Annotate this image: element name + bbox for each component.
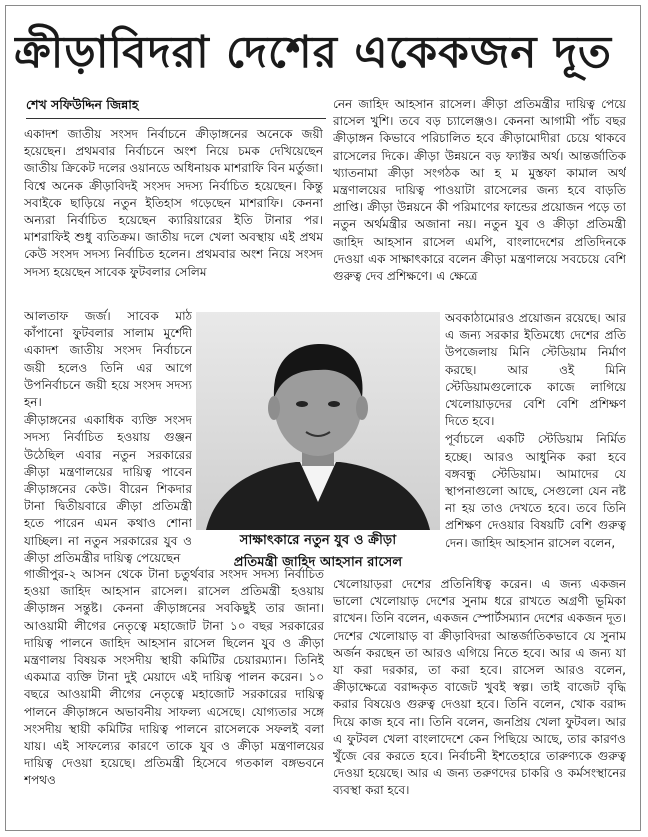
paragraph: পূর্বাচলে একটি স্টেডিয়াম নির্মিত হচ্ছে। আরও আধুনিক করা হবে বঙ্গবন্ধু স্টেডিয়াম। আমাদের যে স্থাপনাগুলো আছে, সেগুলো যেন নষ্ট না হয় তাও দেখতে হবে। তবে তিনি প্রশিক্ষণ দেওয়ার বিষয়টি বেশি গুরুত্ব দেন। জাহিদ আহসান রাসেল বলেন, — [445, 432, 626, 550]
right-column-narrow — [445, 310, 626, 576]
paragraph: আলতাফ জর্জ। সাবেক মাঠ কাঁপানো ফুটবলার সালাম মুর্শেদী একাদশ জাতীয় সংসদ নির্বাচনে জয়ী হলেও তিনি এর আগে উপনির্বাচনে জয়ী হয়ে সংসদ সদস্য হন। — [24, 309, 192, 410]
paragraph: গাজীপুর-২ আসন থেকে টানা চতুর্থবার সংসদ সদস্য নির্বাচিত হওয়া জাহিদ আহসান রাসেল। রাসেল প্রতিমন্ত্রী হওয়ায় ক্রীড়াঙ্গন সন্তুষ্ট। কেননা ক্রীড়াঙ্গনের সবকিছুই তার জানা। আওয়ামী লীগের নেতৃত্বে মহাজোট টানা ১০ বছর সরকারের দায়িত্ব পালনে জাহিদ আহসান রাসেল ছিলেন যুব ও ক্রীড়া মন্ত্রণালয় বিষয়ক সংসদীয় স্থায়ী কমিটির চেয়ারম্যান। তিনিই একমাত্র ব্যক্তি টানা দুই মেয়াদে এই দায়িত্ব পালন করেন। ১০ বছরে আওয়ামী লীগের নেতৃত্বে মহাজোট সরকারের দায়িত্ব পালনে ক্রীড়াঙ্গনে অভাবনীয় সাফল্য এসেছে। যোগ্যতার সঙ্গে সংসদীয় স্থায়ী কমিটির দায়িত্ব পালনে রাসেলকে সফলই বলা যায়। এই সাফল্যের কারণে তাকে যুব ও ক্রীড়া মন্ত্রণালয়ের দায়িত্ব দেওয়া হয়েছে। প্রতিমন্ত্রী হিসেবে গতকাল বঙ্গভবনে শপথও — [24, 567, 324, 788]
headline: ক্রীড়াবিদরা দেশের একেকজন দূত — [14, 27, 613, 78]
portrait-illustration — [196, 312, 440, 530]
paragraph: ক্রীড়াঙ্গনের একাধিক ব্যক্তি সংসদ সদস্য নির্বাচিত হওয়ায় গুঞ্জন উঠেছিল এবার নতুন সরকারের ক্রীড়া মন্ত্রণালয়ের দায়িত্ব পাবেন ক্রীড়াঙ্গনের কেউ। বীরেন শিকদার টানা দ্বিতীয়বারে ক্রীড়া প্রতিমন্ত্রী হতে পারেন এমন কথাও শোনা যাচ্ছিল। না নতুন সরকারের যুব ও ক্রীড়া প্রতিমন্ত্রীর দায়িত্ব পেয়েছেন — [24, 413, 192, 564]
left-column-narrow — [24, 308, 192, 564]
portrait-photo — [196, 312, 440, 530]
photo-caption: সাক্ষাৎকারে নতুন যুব ও ক্রীড়া প্রতিমন্ত্রী জাহিদ আহসান রাসেল — [233, 533, 403, 570]
paragraph: অবকাঠামোরও প্রয়োজন রয়েছে। আর এ জন্য সরকার ইতিমধ্যে দেশের প্রতি উপজেলায় মিনি স্টেডিয়াম নির্মাণ করছে। আর ওই মিনি স্টেডিয়ামগুলোকে কাজে লাগিয়ে খেলোয়াড়দের বেশি বেশি প্রশিক্ষণ দিতে হবে। — [445, 311, 626, 429]
left-column-top — [24, 126, 323, 308]
right-column-bottom — [333, 576, 626, 824]
byline: শেখ সফিউদ্দিন জিন্নাহ — [26, 97, 139, 112]
paragraph: একাদশ জাতীয় সংসদ নির্বাচনে ক্রীড়াঙ্গনের অনেকে জয়ী হয়েছেন। প্রথমবার নির্বাচনে অংশ নিয়ে চমক দেখিয়েছেন জাতীয় ক্রিকেট দলের ওয়ানডে অধিনায়ক মাশরাফি বিন মর্তুজা। বিশ্বে অনেক ক্রীড়াবিদই সংসদ সদস্য নির্বাচিত হয়েছেন। কিন্তু সবাইকে ছাড়িয়ে নতুন ইতিহাস গড়েছেন মাশরাফি। কেননা অন্যরা নির্বাচিত হয়েছেন ক্যারিয়ারের ইতি টানার পর। মাশরাফিই শুধু ব্যতিক্রম। জাতীয় দলে খেলা অবস্থায় এই প্রথম কেউ সংসদ সদস্য নির্বাচিত হলেন। প্রথমবার অংশ নিয়ে সংসদ সদস্য হয়েছেন সাবেক ফুটবলার সেলিম — [24, 127, 323, 279]
left-column-bottom — [24, 566, 324, 824]
byline-rule — [26, 118, 326, 119]
paragraph: নেন জাহিদ আহসান রাসেল। ক্রীড়া প্রতিমন্ত্রীর দায়িত্ব পেয়ে রাসেল খুশি। তবে বড় চ্যালেঞ্জও। কেননা আগামী পাঁচ বছর ক্রীড়াঙ্গন কিভাবে পরিচালিত হবে ক্রীড়ামোদীরা চেয়ে থাকবে রাসেলের দিকে। ক্রীড়া উন্নয়নে বড় ফ্যাক্টর অর্থ। আন্তর্জাতিক খ্যাতনামা ক্রীড়া সংগঠক আ হ ম মুস্তফা কামাল অর্থ মন্ত্রণালয়ের দায়িত্ব পাওয়াটা রাসেলের জন্য হবে বাড়তি প্রাপ্তি। ক্রীড়া উন্নয়নে কী পরিমাণের ফান্ডের প্রয়োজন পড়ে তা নতুন অর্থমন্ত্রীর অজানা নয়। নতুন যুব ও ক্রীড়া প্রতিমন্ত্রী জাহিদ আহসান রাসেল এমপি, বাংলাদেশের প্রতিদিনকে দেওয়া এক সাক্ষাৎকারে বলেন ক্রীড়া মন্ত্রণালয়ে সবচেয়ে বেশি গুরুত্ব দেব প্রশিক্ষণে। এ ক্ষেত্রে — [333, 97, 626, 284]
right-column-top — [333, 96, 626, 310]
paragraph: খেলোয়াড়রা দেশের প্রতিনিধিত্ব করেন। এ জন্য একজন ভালো খেলোয়াড় দেশের সুনাম ধরে রাখতে অগ্রণী ভূমিকা রাখেন। তিনি বলেন, একজন স্পোর্টসম্যান দেশের একজন দূত। দেশের খেলোয়াড় বা ক্রীড়াবিদরা আন্তর্জাতিকভাবে যে সুনাম অর্জন করছেন তা আরও এগিয়ে নিতে হবে। আর এ জন্য যা যা করা দরকার, তা করা হবে। রাসেল আরও বলেন, ক্রীড়াক্ষেত্রে বরাদ্দকৃত বাজেট খুবই স্বল্প। তাই বাজেট বৃদ্ধি করার বিষয়েও গুরুত্ব দেওয়া হবে। তিনি বলেন, খোক বরাদ্দ দিয়ে কাজ হবে না। তিনি বলেন, জনপ্রিয় খেলা ফুটবল। আর এ ফুটবল খেলা বাংলাদেশে কেন পিছিয়ে আছে, তার কারণও খুঁজে বের করতে হবে। নির্বাচনী ইশতেহারে তারুণ্যকে গুরুত্ব দেওয়া হয়েছে। আর এ জন্য তরুণদের চাকরি ও কর্মসংস্থানের ব্যবস্থা করা হবে। — [333, 577, 626, 798]
